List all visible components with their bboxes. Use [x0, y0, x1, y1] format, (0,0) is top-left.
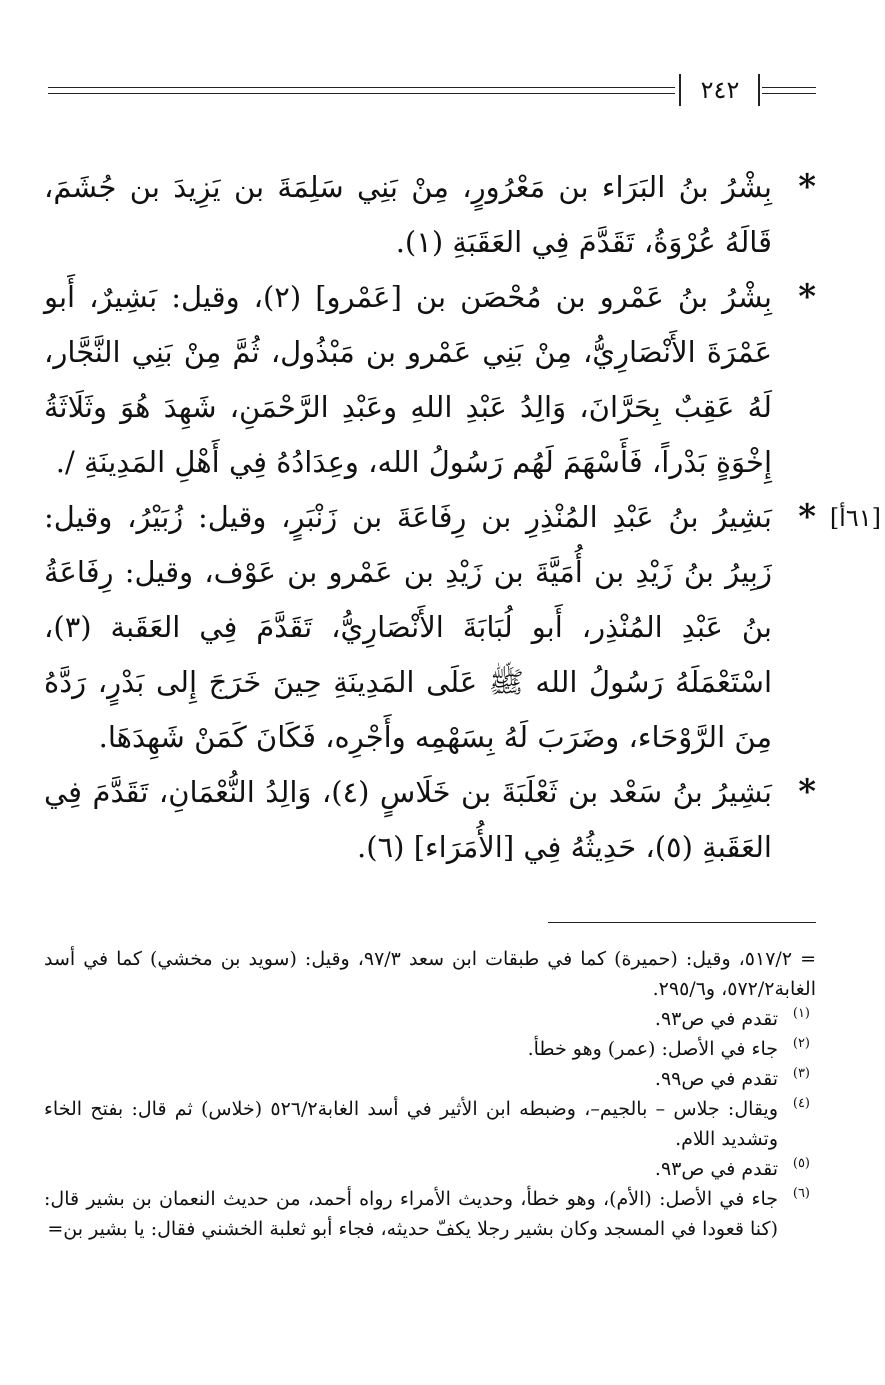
header-rule-right: [762, 87, 816, 94]
entry-text: بَشِيرُ بنُ سَعْد بن ثَعْلَبَةَ بن خَلَاسٍ (٤)، وَالِدُ النُّعْمَانِ، تَقَدَّمَ فِي العَقَبةِ (٥)، حَدِيثُهُ فِي [الأُمَرَاء] (٦).: [44, 775, 772, 864]
footnote: [44, 1064, 816, 1094]
footnote-text: جاء في الأصل: (عمر) وهو خطأ.: [527, 1038, 778, 1060]
footnote-text: جاء في الأصل: (الأم)، وهو خطأ، وحديث الأمراء رواه أحمد، من حديث النعمان بن بشير قال: (كنا قعودا في المسجد وكان بشير رجلا يكفّ حديثه، فجاء أبو ثعلبة الخشني فقال: يا بشير بن=: [44, 1188, 778, 1240]
entry-text: بِشْرُ بنُ عَمْرو بن مُحْصَن بن [عَمْرو] (٢)، وقيل: بَشِيرٌ، أَبو عَمْرَةَ الأَنْصَارِيُّ، مِنْ بَنِي عَمْرو بن مَبْذُول، ثُمَّ مِنْ بَنِي النَّجَّار، لَهُ عَقِبٌ بِحَرَّانَ، وَالِدُ عَبْدِ اللهِ وعَبْدِ الرَّحْمَنِ، شَهِدَ هُوَ وثَلَاثَةُ إِخْوَةٍ بَدْراً، فَأَسْهَمَ لَهُم رَسُولُ الله، وعِدَادُهُ فِي أَهْلِ المَدِينَةِ /.: [44, 280, 773, 479]
footnote-text: تقدم في ص٩٣.: [654, 1158, 778, 1180]
footnote-number: (٤): [792, 1096, 810, 1111]
footnote: [44, 1184, 816, 1244]
entry: [44, 765, 816, 875]
footnote-number: (٢): [792, 1036, 810, 1051]
manuscript-folio-marker: [٦١أ]: [829, 504, 881, 532]
footnote-number: (٦): [792, 1186, 810, 1201]
entry-star: *: [798, 772, 816, 812]
entry-text: بَشِيرُ بنُ عَبْدِ المُنْذِرِ بن رِفَاعَةَ بن زَنْبَرٍ، وقيل: زُبَيْرُ، وقيل: زَبِيرُ بنُ زَيْدِ بن أُمَيَّةَ بن زَيْدِ بن عَمْرو بن عَوْف، وقيل: رِفَاعَةُ بنُ عَبْدِ المُنْذِر، أَبو لُبَابَةَ الأَنْصَارِيُّ، تَقَدَّمَ فِي العَقَبة (٣)، اسْتَعْمَلَهُ رَسُولُ الله ﷺ عَلَى المَدِينَةِ حِينَ خَرَجَ إِلى بَدْرٍ، رَدَّهُ مِنَ الرَّوْحَاء، وضَرَبَ لَهُ بِسَهْمِه وأَجْرِه، فَكَانَ كَمَنْ شَهِدَهَا.: [44, 500, 772, 754]
footnotes: [44, 944, 816, 1244]
footnote-text: تقدم في ص٩٣.: [654, 1008, 778, 1030]
entry: [44, 270, 816, 490]
page-header: [48, 74, 816, 106]
footnote: [44, 1154, 816, 1184]
page-number: ٢٤٢: [700, 76, 740, 104]
entry-text: بِشْرُ بنُ البَرَاء بن مَعْرُورٍ، مِنْ بَنِي سَلِمَةَ بن يَزِيدَ بن جُشَمَ، قَالَهُ عُرْوَةُ، تَقَدَّمَ فِي العَقَبَةِ (١).: [44, 170, 772, 259]
entry-star: *: [798, 167, 816, 207]
footnote-continuation: = ٥١٧/٢، وقيل: (حميرة) كما في طبقات ابن سعد ٩٧/٣، وقيل: (سويد بن مخشي) كما في أسد الغابة٥٧٢/٢، و٢٩٥/٦.: [44, 948, 816, 1000]
header-bar-right: [758, 74, 760, 106]
footnote-text: تقدم في ص٩٩.: [654, 1068, 778, 1090]
footnote-number: (٣): [792, 1066, 810, 1081]
entry-star: *: [798, 277, 816, 317]
footnote-separator: [548, 922, 816, 923]
footnote: [44, 1094, 816, 1154]
entry: [44, 160, 816, 270]
entry-star: *: [798, 497, 816, 537]
footnote-number: (٥): [792, 1156, 810, 1171]
main-text: [44, 160, 816, 875]
footnote: [44, 1034, 816, 1064]
header-bar-left: [679, 74, 681, 106]
entry: [44, 490, 816, 765]
footnote-number: (١): [792, 1006, 810, 1021]
footnote: [44, 1004, 816, 1034]
footnote-text: ويقال: جلاس – بالجيم–، وضبطه ابن الأثير في أسد الغابة٥٢٦/٢ (خلاس) ثم قال: بفتح الخاء وتشديد اللام.: [44, 1098, 778, 1150]
header-rule-left: [48, 87, 675, 94]
